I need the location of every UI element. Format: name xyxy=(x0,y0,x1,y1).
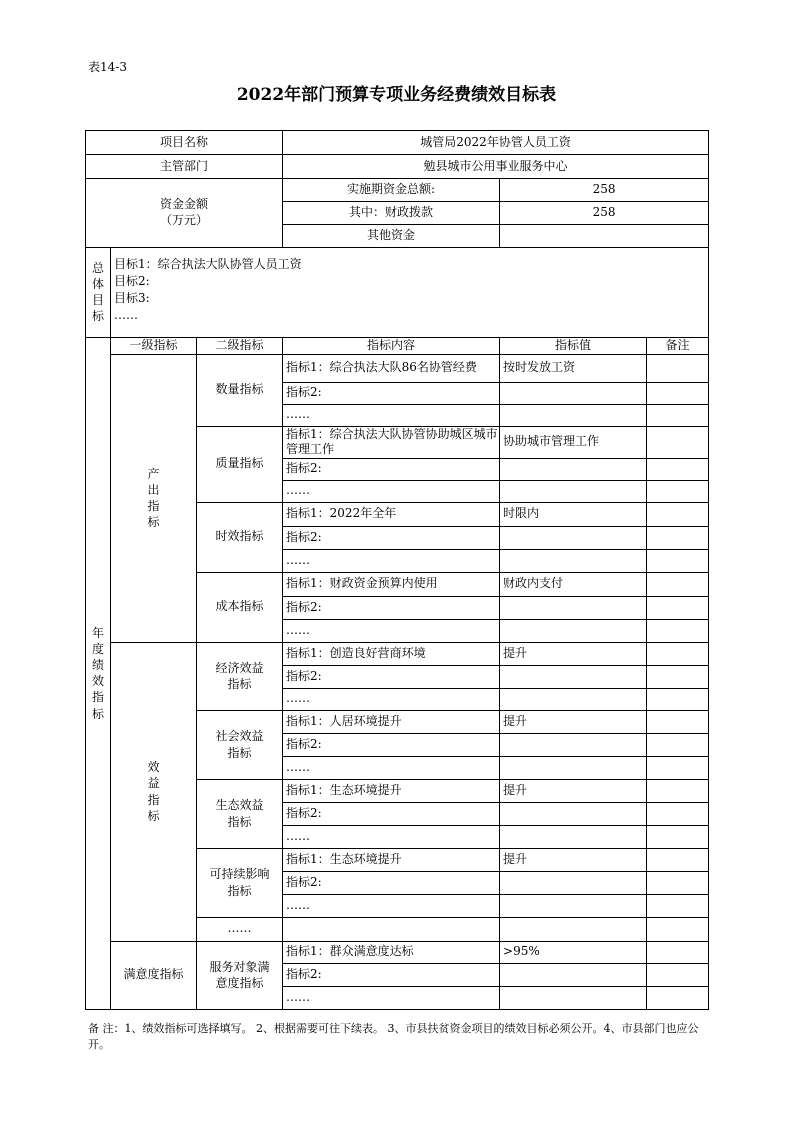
indicator-note xyxy=(647,526,709,549)
fund-label-text: 资金金额 （万元） xyxy=(160,197,209,227)
cost-indicator: 成本指标 xyxy=(197,572,283,642)
indicator-value: 时限内 xyxy=(500,502,647,526)
annual-label: 年度绩效指标 xyxy=(91,625,104,721)
indicator-content: …… xyxy=(283,894,500,917)
indicator-content: 指标1：综合执法大队协管协助城区城市管理工作 xyxy=(283,426,500,458)
goal-line: …… xyxy=(114,308,138,322)
indicator-value xyxy=(500,596,647,619)
timeliness-indicator: 时效指标 xyxy=(197,502,283,572)
goals-label: 总体目标 xyxy=(91,260,104,324)
indicator-content: 指标1：生态环境提升 xyxy=(283,848,500,871)
indicator-note xyxy=(647,480,709,502)
indicator-note xyxy=(647,619,709,642)
annual-label-cell xyxy=(86,338,111,1010)
indicator-content: 指标1：综合执法大队86名协管经费 xyxy=(283,354,500,382)
indicator-value: 提升 xyxy=(500,710,647,733)
ecological-indicator-text: 生态效益指标 xyxy=(215,798,264,829)
indicator-value: 提升 xyxy=(500,779,647,802)
fund-total-label: 实施期资金总额: xyxy=(283,179,500,202)
indicator-value xyxy=(500,756,647,779)
fund-fiscal-value: 258 xyxy=(500,202,709,225)
goal-line: 目标2: xyxy=(114,274,150,288)
goal-line: 目标1：综合执法大队协管人员工资 xyxy=(114,257,302,271)
indicator-value xyxy=(500,986,647,1009)
indicator-value xyxy=(500,894,647,917)
indicator-note xyxy=(647,802,709,825)
indicator-value: 协助城市管理工作 xyxy=(500,426,647,458)
indicator-value xyxy=(500,871,647,894)
col-note: 备注 xyxy=(647,338,709,355)
indicator-note xyxy=(647,596,709,619)
indicator-value xyxy=(500,404,647,426)
indicator-content: …… xyxy=(283,825,500,848)
indicator-note xyxy=(647,756,709,779)
indicator-value: 按时发放工资 xyxy=(500,354,647,382)
service-indicator xyxy=(197,941,283,1009)
fund-label xyxy=(86,179,283,248)
indicator-content: 指标1：财政资金预算内使用 xyxy=(283,572,500,596)
indicator-value xyxy=(500,526,647,549)
indicator-note xyxy=(647,502,709,526)
economic-indicator xyxy=(197,642,283,710)
indicator-note xyxy=(647,458,709,480)
indicator-content: 指标1：创造良好营商环境 xyxy=(283,642,500,665)
indicator-note xyxy=(647,871,709,894)
indicator-note xyxy=(647,549,709,572)
page-title: 2022年部门预算专项业务经费绩效目标表 xyxy=(236,85,557,105)
indicator-content: …… xyxy=(283,549,500,572)
indicator-note xyxy=(647,354,709,382)
indicator-value xyxy=(500,480,647,502)
dept-value: 勉县城市公用事业服务中心 xyxy=(283,155,709,179)
indicator-note xyxy=(647,688,709,710)
indicator-content: 指标2: xyxy=(283,458,500,480)
indicator-value xyxy=(500,825,647,848)
goal-line: 目标3: xyxy=(114,291,150,305)
sustainable-indicator-text: 可持续影响指标 xyxy=(209,867,270,898)
indicator-note xyxy=(647,941,709,963)
benefit-label-cell xyxy=(111,642,197,941)
indicator-content: …… xyxy=(283,480,500,502)
quantity-indicator: 数量指标 xyxy=(197,354,283,426)
indicator-value xyxy=(500,619,647,642)
indicator-value xyxy=(500,458,647,480)
indicator-value xyxy=(500,688,647,710)
indicator-note xyxy=(647,382,709,404)
col-level2: 二级指标 xyxy=(197,338,283,355)
output-label-cell xyxy=(111,354,197,642)
economic-indicator-text: 经济效益指标 xyxy=(215,660,264,692)
col-level1: 一级指标 xyxy=(111,338,197,355)
indicator-note xyxy=(647,986,709,1009)
fund-total-value: 258 xyxy=(500,179,709,202)
indicator-content xyxy=(283,917,500,941)
indicator-content: …… xyxy=(283,688,500,710)
output-label: 产出指标 xyxy=(147,466,160,530)
col-content: 指标内容 xyxy=(283,338,500,355)
project-name-label: 项目名称 xyxy=(86,131,283,155)
indicator-content: 指标2: xyxy=(283,526,500,549)
goals-label-cell xyxy=(86,248,111,338)
col-value: 指标值 xyxy=(500,338,647,355)
indicator-content: 指标1：2022年全年 xyxy=(283,502,500,526)
indicator-note xyxy=(647,963,709,986)
indicator-note xyxy=(647,710,709,733)
indicator-content: …… xyxy=(283,756,500,779)
ecological-indicator xyxy=(197,779,283,848)
quality-indicator: 质量指标 xyxy=(197,426,283,502)
indicator-value xyxy=(500,382,647,404)
table-code: 表14-3 xyxy=(88,60,127,74)
indicator-content: 指标2: xyxy=(283,596,500,619)
indicator-note xyxy=(647,642,709,665)
indicator-value xyxy=(500,549,647,572)
indicator-note xyxy=(647,733,709,756)
footnote: 备 注：1、绩效指标可选择填写。 2、根据需要可往下续表。 3、市县扶贫资金项目的绩效目标必须公开。4、市县部门也应公开。 xyxy=(88,1022,699,1051)
fund-other-value xyxy=(500,225,709,248)
indicator-content: 指标2: xyxy=(283,802,500,825)
indicator-content: 指标2: xyxy=(283,733,500,756)
indicator-note xyxy=(647,779,709,802)
indicator-note xyxy=(647,404,709,426)
indicator-note xyxy=(647,665,709,688)
dept-label: 主管部门 xyxy=(86,155,283,179)
social-indicator-text: 社会效益指标 xyxy=(215,729,264,760)
indicator-value: >95% xyxy=(500,941,647,963)
indicator-value xyxy=(500,802,647,825)
indicator-note xyxy=(647,917,709,941)
indicator-value xyxy=(500,733,647,756)
fund-other-label: 其他资金 xyxy=(283,225,500,248)
goals-cell xyxy=(111,248,709,338)
fund-fiscal-label: 其中：财政拨款 xyxy=(283,202,500,225)
indicator-content: …… xyxy=(283,986,500,1009)
service-indicator-text: 服务对象满意度指标 xyxy=(209,959,270,991)
indicator-value xyxy=(500,665,647,688)
indicator-content: 指标2: xyxy=(283,382,500,404)
indicator-content: 指标1：人居环境提升 xyxy=(283,710,500,733)
indicator-note xyxy=(647,426,709,458)
benefit-more: …… xyxy=(197,917,283,941)
indicator-content: 指标1：生态环境提升 xyxy=(283,779,500,802)
indicator-content: 指标2: xyxy=(283,665,500,688)
indicator-note xyxy=(647,572,709,596)
indicator-note xyxy=(647,825,709,848)
benefit-label: 效益指标 xyxy=(147,760,160,823)
sustainable-indicator xyxy=(197,848,283,917)
indicator-content: 指标1：群众满意度达标 xyxy=(283,941,500,963)
satisfaction-label: 满意度指标 xyxy=(111,941,197,1009)
social-indicator xyxy=(197,710,283,779)
indicator-value xyxy=(500,917,647,941)
indicator-content: …… xyxy=(283,619,500,642)
indicator-note xyxy=(647,848,709,871)
indicator-value: 财政内支付 xyxy=(500,572,647,596)
indicator-note xyxy=(647,894,709,917)
indicator-value: 提升 xyxy=(500,642,647,665)
indicator-content: 指标2: xyxy=(283,963,500,986)
indicator-content: …… xyxy=(283,404,500,426)
indicator-value xyxy=(500,963,647,986)
indicator-value: 提升 xyxy=(500,848,647,871)
indicator-content: 指标2: xyxy=(283,871,500,894)
project-name-value: 城管局2022年协管人员工资 xyxy=(283,131,709,155)
performance-table xyxy=(85,130,709,1010)
